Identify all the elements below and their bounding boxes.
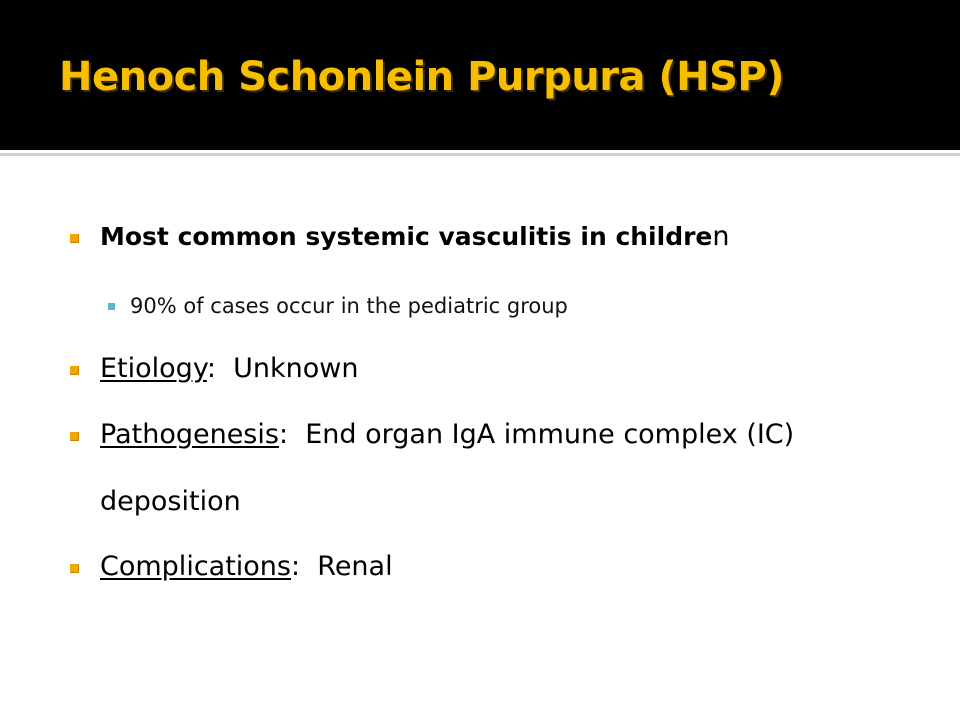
- bullet-text: Unknown: [233, 353, 359, 384]
- bullet-term: Pathogenesis: [100, 419, 279, 450]
- bullet-term: Etiology: [100, 353, 207, 384]
- bullet-separator: :: [291, 551, 318, 582]
- square-bullet-icon: [70, 564, 79, 573]
- sub-bullet-text: 90% of cases occur in the pediatric group: [130, 294, 568, 318]
- bullet-separator: :: [278, 419, 306, 450]
- slide-title: Henoch Schonlein Purpura (HSP): [59, 54, 785, 100]
- bullet-item-pathogenesis: [100, 418, 794, 452]
- bullet-item-complications: [100, 550, 393, 584]
- bullet-continuation: [100, 485, 241, 519]
- bullet-continuation-text: deposition: [100, 486, 241, 517]
- bullet-item-vasculitis: [100, 220, 730, 254]
- bullet-text: End organ IgA immune complex (IC): [305, 419, 795, 450]
- bullet-tail-text: n: [712, 221, 730, 252]
- square-bullet-icon: [70, 234, 79, 243]
- sub-bullet-item-pediatric: [130, 292, 568, 320]
- bullet-item-etiology: [100, 352, 358, 386]
- bullet-separator: :: [206, 353, 234, 384]
- bullet-text: Renal: [317, 551, 393, 582]
- bullet-term: Complications: [100, 551, 291, 582]
- bullet-bold-text: Most common systemic vasculitis in childre: [100, 222, 713, 251]
- square-bullet-icon: [70, 432, 79, 441]
- square-bullet-icon: [70, 366, 79, 375]
- square-sub-bullet-icon: [108, 303, 115, 310]
